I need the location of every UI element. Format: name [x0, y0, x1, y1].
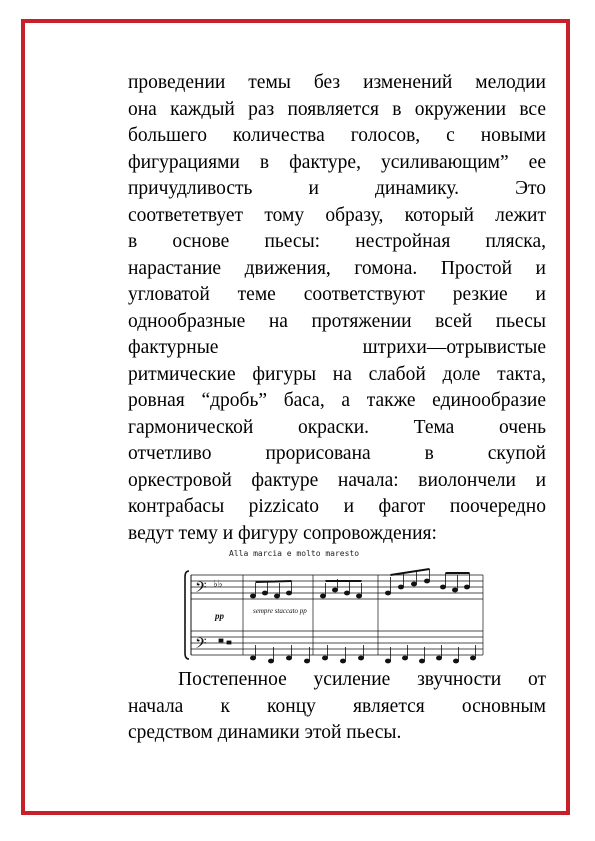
text-line: соответетвует тому образу, который лежит: [128, 204, 546, 226]
text-line: оркестровой фактуре начала: виолончели и: [128, 469, 546, 491]
text-line: фигурациями в фактуре, усиливающим” ее: [128, 151, 546, 173]
text-line: большего количества голосов, с новыми: [128, 125, 546, 146]
svg-text:𝄢: 𝄢: [195, 635, 207, 656]
expression-text: sempre staccato pp: [253, 607, 307, 615]
text-line: в основе пьесы: нестройная пляска,: [128, 231, 546, 252]
music-score-figure: [183, 549, 491, 667]
text-line: средством динамики этой пьесы.: [128, 722, 402, 743]
text-line: Постепенное усиление звучности от: [178, 669, 546, 690]
text-line: контрабасы pizzicato и фагот поочередно: [128, 496, 546, 517]
dynamic-marking: pp: [215, 611, 224, 621]
svg-text:♭♭: ♭♭: [213, 579, 223, 590]
text-line: ведут тему и фигуру сопровождения:: [128, 522, 437, 544]
text-line: ровная “дробь” баса, а также единообразие: [128, 390, 546, 411]
text-line: проведении темы без изменений мелодии: [128, 72, 546, 93]
paragraph-conclusion: [128, 667, 546, 747]
text-line: угловатой теме соответствуют резкие и: [128, 284, 546, 305]
text-line: причудливость и динамику. Это: [128, 178, 546, 199]
text-line: начала к концу является основным: [128, 695, 546, 717]
text-line: нарастание движения, гомона. Простой и: [128, 257, 546, 279]
text-line: гармонической окраски. Тема очень: [128, 416, 546, 438]
music-notation-image: [183, 557, 491, 667]
text-line: ритмические фигуры на слабой доле такта,: [128, 363, 546, 385]
text-line: она каждый раз появляется в окружении все: [128, 98, 546, 120]
tempo-marking: Alla marcia e molto maresto: [229, 549, 360, 558]
text-line: однообразные на протяжении всей пьесы: [128, 310, 546, 332]
text-line: отчетливо прорисована в скупой: [128, 443, 546, 464]
text-line: фактурные штрихи—отрывистые: [128, 337, 546, 358]
svg-text:𝄢: 𝄢: [195, 579, 207, 600]
paragraph-main: [128, 70, 546, 547]
